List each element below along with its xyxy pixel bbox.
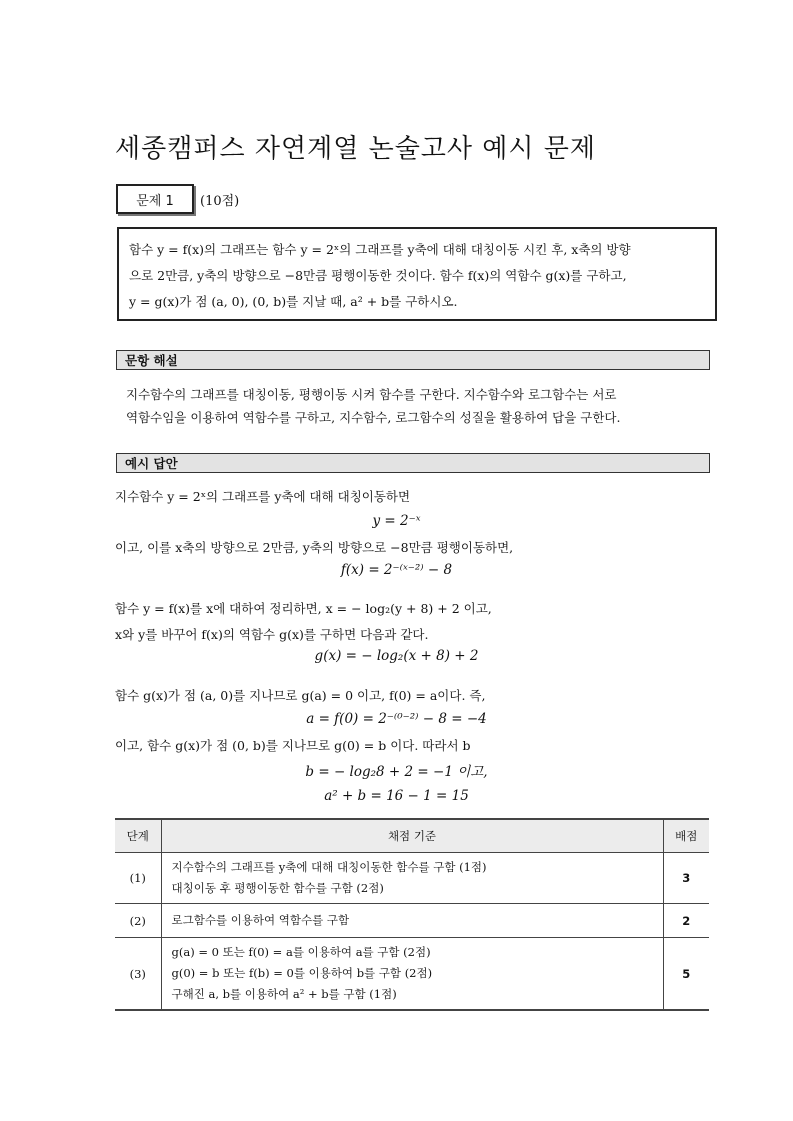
answer-heading: 예시 답안 [116, 453, 710, 473]
answer-text-line: 함수 g(x)가 점 (a, 0)를 지나므로 g(a) = 0 이고, f(0) = a이다. 즉, [115, 688, 486, 703]
table-row [115, 853, 709, 904]
problem-statement-box [117, 227, 717, 321]
score-cell: 3 [663, 853, 709, 904]
score-cell: 5 [663, 938, 709, 1011]
criteria-line: g(a) = 0 또는 f(0) = a를 이용하여 a를 구함 (2점) [171, 945, 431, 959]
score-cell: 2 [663, 904, 709, 938]
problem-line: 으로 2만큼, y축의 방향으로 −8만큼 평행이동한 것이다. 함수 f(x)의 역함수 g(x)를 구하고, [129, 268, 627, 283]
explanation-heading: 문항 해설 [116, 350, 710, 370]
answer-equation: g(x) = − log₂(x + 8) + 2 [314, 648, 479, 664]
problem-line: 함수 y = f(x)의 그래프는 함수 y = 2ˣ의 그래프를 y축에 대해 대칭이동 시킨 후, x축의 방향 [129, 242, 631, 257]
answer-text-line: 지수함수 y = 2ˣ의 그래프를 y축에 대해 대칭이동하면 [115, 489, 411, 504]
step-cell: (2) [115, 904, 161, 938]
answer-result: a² + b = 16 − 1 = 15 [324, 788, 469, 804]
table-row [115, 904, 709, 938]
answer-equation: f(x) = 2⁻⁽ˣ⁻²⁾ − 8 [340, 562, 453, 578]
header-criteria: 채점 기준 [161, 819, 663, 853]
criteria-cell [161, 904, 663, 938]
criteria-line: g(0) = b 또는 f(b) = 0를 이용하여 b를 구함 (2점) [171, 966, 433, 980]
answer-text-line: 이고, 함수 g(x)가 점 (0, b)를 지나므로 g(0) = b 이다. 따라서 b [115, 738, 471, 753]
answer-text-line: 함수 y = f(x)를 x에 대하여 정리하면, x = − log₂(y + 8) + 2 이고, [115, 601, 492, 616]
criteria-line: 대칭이동 후 평행이동한 함수를 구함 (2점) [171, 881, 384, 895]
step-cell: (1) [115, 853, 161, 904]
criteria-line: 지수함수의 그래프를 y축에 대해 대칭이동한 함수를 구함 (1점) [171, 860, 487, 874]
answer-equation: a = f(0) = 2⁻⁽⁰⁻²⁾ − 8 = −4 [306, 711, 487, 727]
question-points: (10점) [200, 194, 240, 209]
header-score: 배점 [663, 819, 709, 853]
answer-text-line: 이고, 이를 x축의 방향으로 2만큼, y축의 방향으로 −8만큼 평행이동하면, [115, 540, 514, 555]
criteria-cell [161, 938, 663, 1011]
table-row [115, 938, 709, 1011]
criteria-line: 로그함수를 이용하여 역함수를 구함 [171, 913, 350, 927]
explanation-line: 역함수임을 이용하여 역함수를 구하고, 지수함수, 로그함수의 성질을 활용하여 답을 구한다. [126, 410, 621, 425]
grading-header-row [115, 819, 709, 853]
answer-equation: b = − log₂8 + 2 = −1 이고, [305, 764, 488, 780]
answer-equation: y = 2⁻ˣ [372, 513, 421, 529]
document-title: 세종캠퍼스 자연계열 논술고사 예시 문제 [115, 134, 597, 164]
explanation-line: 지수함수의 그래프를 대칭이동, 평행이동 시켜 함수를 구한다. 지수함수와 로그함수는 서로 [126, 387, 617, 402]
grading-table [115, 818, 709, 1011]
step-cell: (3) [115, 938, 161, 1011]
criteria-cell [161, 853, 663, 904]
question-label: 문제 1 [116, 184, 194, 214]
answer-text-line: x와 y를 바꾸어 f(x)의 역함수 g(x)를 구하면 다음과 같다. [115, 627, 429, 642]
explanation-text [126, 383, 706, 429]
header-step: 단계 [115, 819, 161, 853]
criteria-line: 구해진 a, b를 이용하여 a² + b를 구함 (1점) [171, 987, 397, 1001]
problem-line: y = g(x)가 점 (a, 0), (0, b)를 지날 때, a² + b를 구하시오. [129, 294, 458, 309]
